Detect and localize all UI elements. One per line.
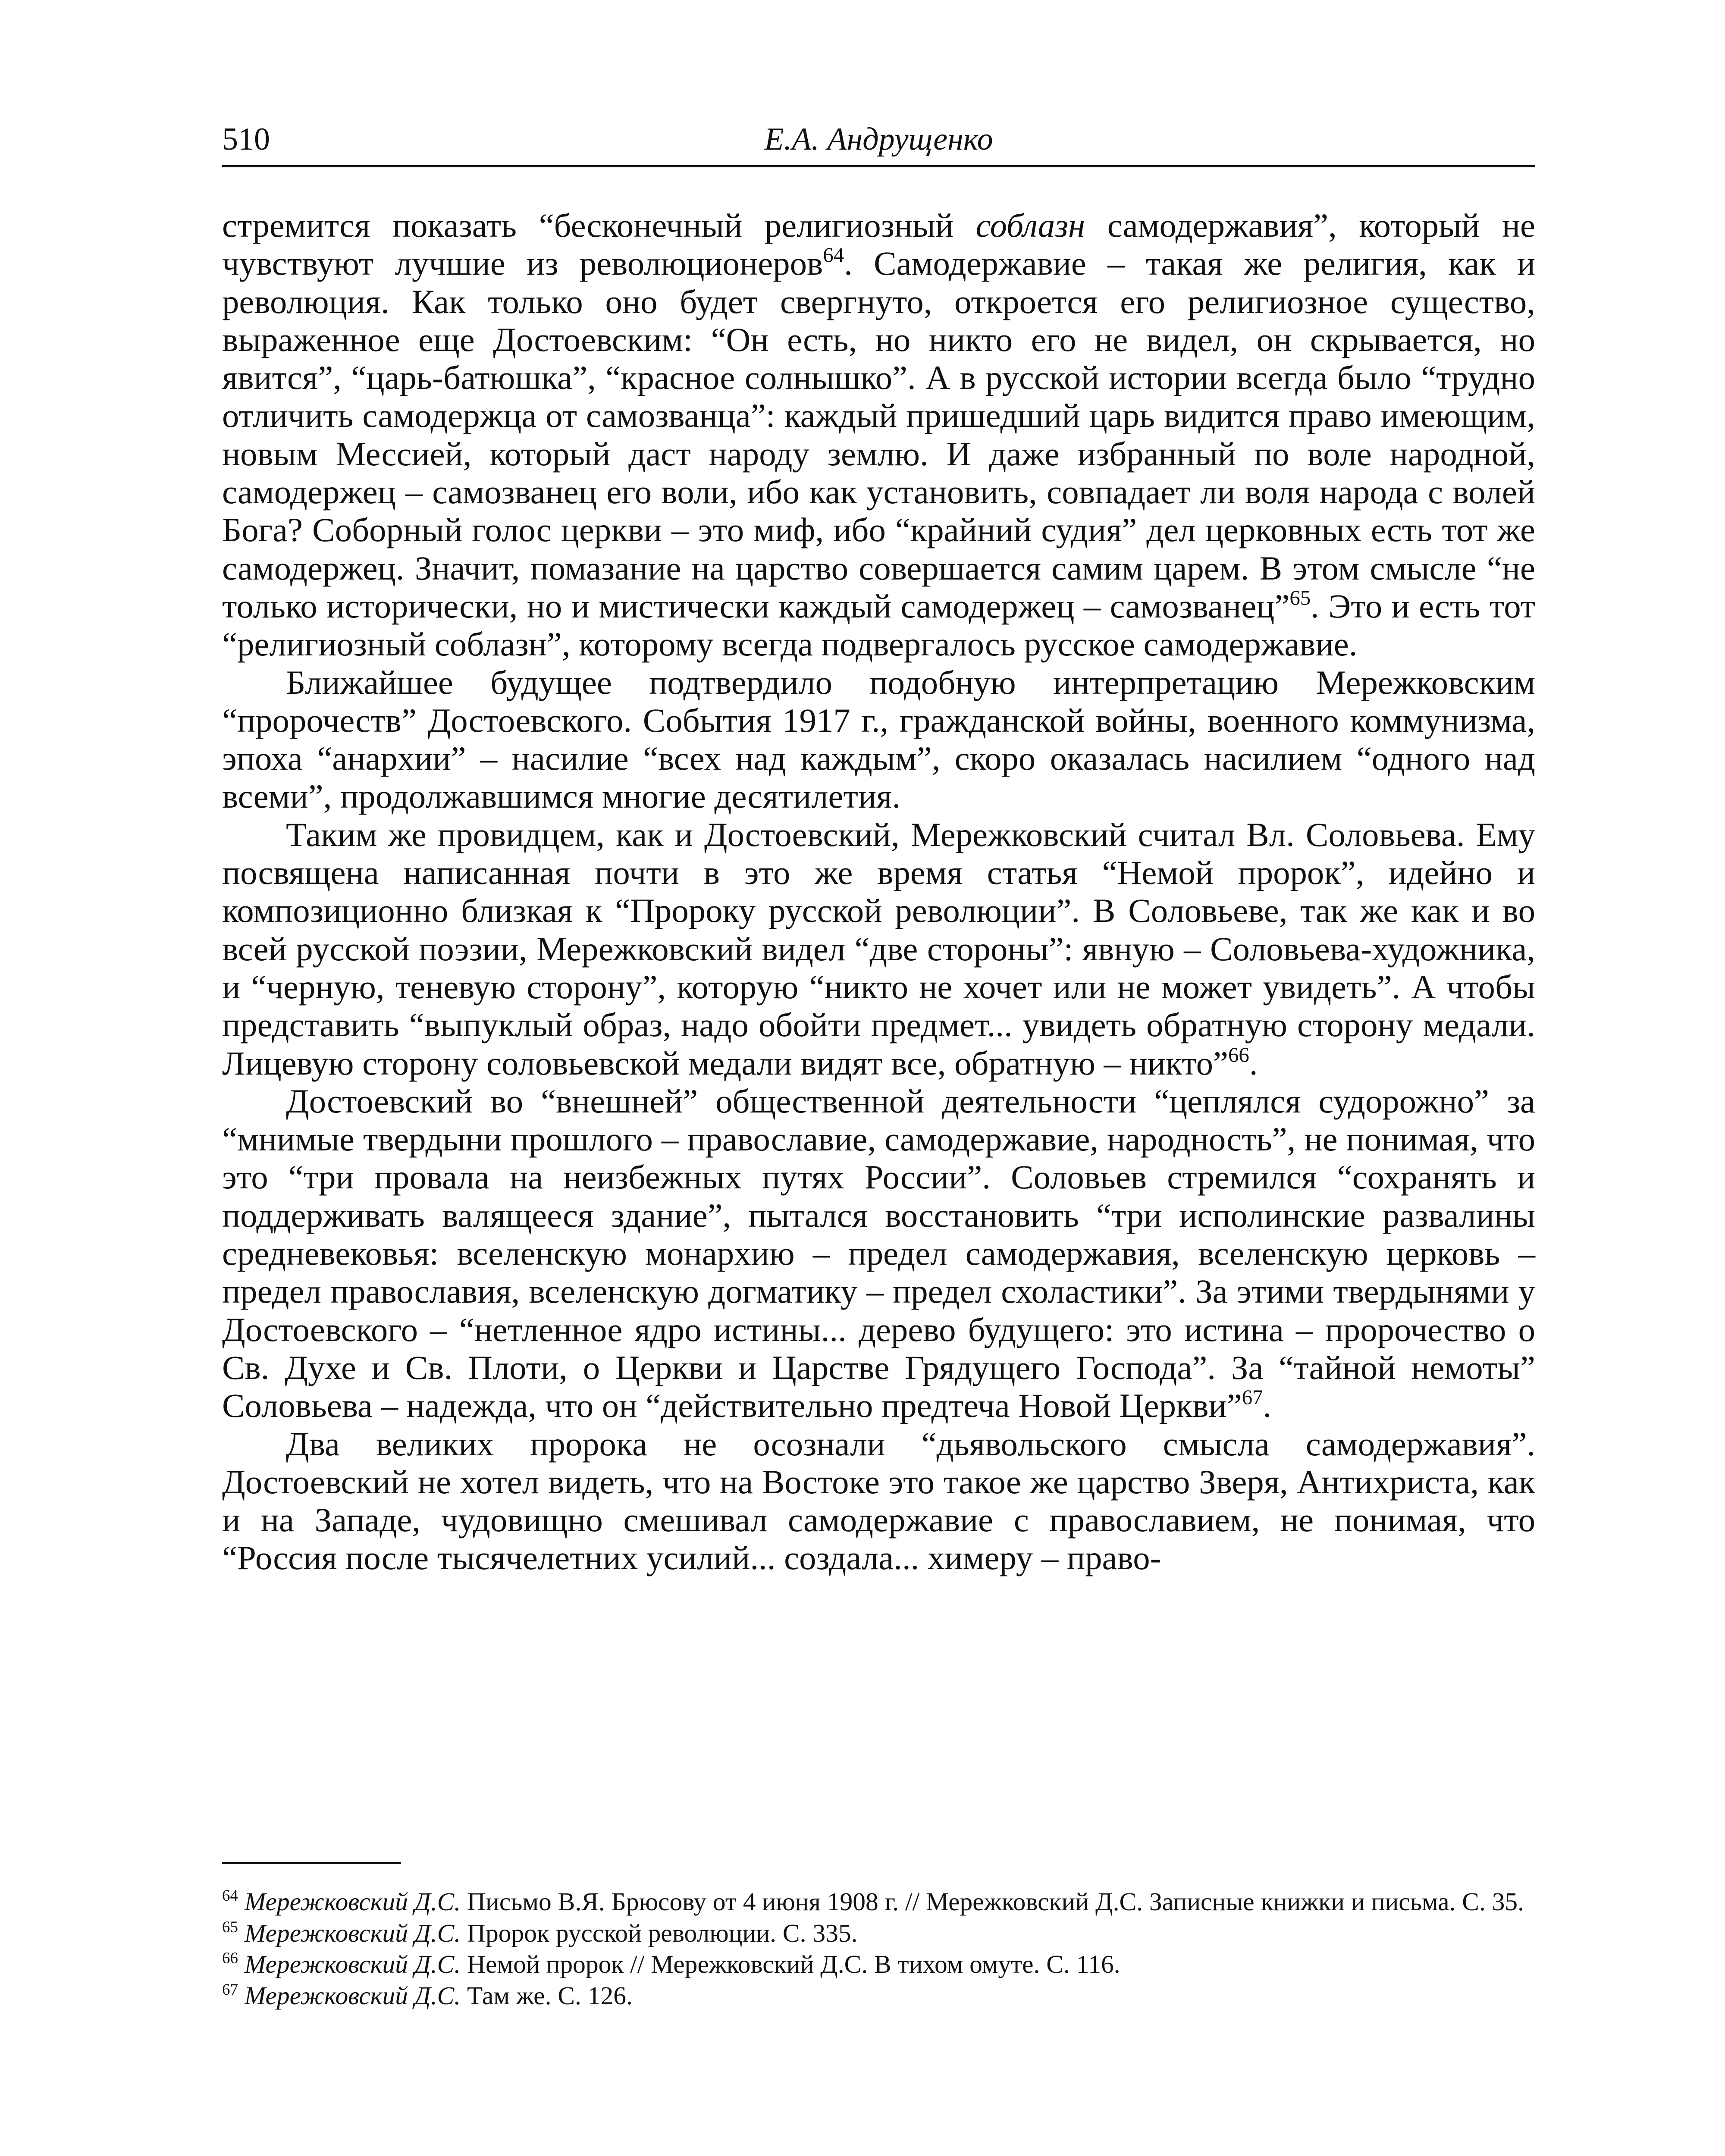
footnote-text: Там же. С. 126.	[461, 1981, 633, 2010]
page-number: 510	[222, 122, 270, 157]
paragraph	[222, 816, 1535, 1083]
running-head: Е.А. Андрущенко	[764, 122, 993, 157]
emphasis: соблазн	[975, 207, 1085, 244]
footnote-ref: 66	[1228, 1043, 1249, 1067]
text-run: Достоевский во “внешней” общественной деятельности “цеплялся судорожно” за “мнимые твердыни прошлого – православие, самодержавие, народность”, не понимая, что это “три провала на неизбежных путях России”. Соловьев стремился “сохранять и поддерживать валящееся здание”, пытался восстановить “три исполинские развалины средневековья: вселенскую монархию – предел самодержавия, вселенскую церковь – предел православия, вселенскую догматику – предел схоластики”. За этими твердынями у Достоевского – “нетленное ядро истины... дерево будущего: это истина – пророчество о Св. Духе и Св. Плоти, о Церкви и Царстве Грядущего Господа”. За “тайной немоты” Соловьева – надежда, что он “действительно предтеча Новой Церкви”	[222, 1082, 1535, 1425]
main-text	[222, 207, 1535, 1578]
text-run: стремится показать “бесконечный религиозный	[222, 207, 976, 244]
footnote	[222, 1918, 1535, 1949]
footnotes	[222, 1886, 1535, 2011]
paragraph: Два великих пророка не осознали “дьявольского смысла самодержавия”. Достоевский не хотел видеть, что на Востоке это такое же царство Зверя, Антихриста, как и на Западе, чудовищно смешивал самодержавие с православием, не понимая, что “Россия после тысячелетних усилий... создала... химеру – право-	[222, 1425, 1535, 1577]
footnote-text: Немой пророк // Мережковский Д.С. В тихом омуте. С. 116.	[461, 1950, 1120, 1978]
footnote-divider	[222, 1862, 401, 1864]
text-run: Таким же провидцем, как и Достоевский, Мережковский считал Вл. Соловьева. Ему посвящена написанная почти в это же время статья “Немой пророк”, идейно и композиционно близкая к “Пророку русской революции”. В Соловьеве, так же как и во всей русской поэзии, Мережковский видел “две стороны”: явную – Соловьева-художника, и “черную, теневую сторону”, которую “никто не хочет или не может увидеть”. А чтобы представить “выпуклый образ, надо обойти предмет... увидеть обратную сторону медали. Лицевую сторону соловьевской медали видят все, обратную – никто”	[222, 816, 1535, 1082]
footnote-author: Мережковский Д.С.	[244, 1887, 461, 1916]
text-run: .	[1263, 1387, 1272, 1425]
footnote-text: Письмо В.Я. Брюсову от 4 июня 1908 г. // Мережковский Д.С. Записные книжки и письма. С. 35.	[461, 1887, 1524, 1916]
footnote-ref: 67	[1242, 1385, 1263, 1409]
footnote-author: Мережковский Д.С.	[244, 1981, 461, 2010]
footnote-number: 65	[222, 1918, 238, 1936]
footnote	[222, 1886, 1535, 1918]
text-run: . Это и есть тот “религиозный соблазн”, которому всегда подвергалось русское самодержавие.	[222, 587, 1536, 664]
footnote-text: Пророк русской революции. С. 335.	[461, 1918, 858, 1947]
text-run: самодержавия”, который не чувствуют лучшие из революционеров	[222, 207, 1535, 283]
page-header	[222, 116, 1535, 167]
footnote	[222, 1949, 1535, 1980]
paragraph: Ближайшее будущее подтвердило подобную интерпретацию Мережковским “пророчеств” Достоевского. События 1917 г., гражданской войны, военного коммунизма, эпоха “анархии” – насилие “всех над каждым”, скоро оказалась насилием “одного над всеми”, продолжавшимся многие десятилетия.	[222, 664, 1535, 816]
footnote-number: 66	[222, 1949, 238, 1967]
footnote-ref: 64	[823, 243, 844, 267]
footnote-author: Мережковский Д.С.	[244, 1950, 461, 1978]
footnote-ref: 65	[1289, 586, 1311, 610]
text-run: . Самодержавие – такая же религия, как и революция. Как только оно будет свергнуто, откроется его религиозное существо, выраженное еще Достоевским: “Он есть, но никто его не видел, он скрывается, но явится”, “царь-батюшка”, “красное солнышко”. А в русской истории всегда было “трудно отличить самодержца от самозванца”: каждый пришедший царь видится право имеющим, новым Мессией, который даст народу землю. И даже избранный по воле народной, самодержец – самозванец его воли, ибо как установить, совпадает ли воля народа с волей Бога? Соборный голос церкви – это миф, ибо “крайний судия” дел церковных есть тот же самодержец. Значит, помазание на царство совершается самим царем. В этом смысле “не только исторически, но и мистически каждый самодержец – самозванец”	[222, 245, 1535, 625]
footnote	[222, 1980, 1535, 2012]
paragraph	[222, 207, 1535, 664]
footnote-author: Мережковский Д.С.	[244, 1918, 461, 1947]
paragraph	[222, 1083, 1535, 1426]
footnote-number: 67	[222, 1980, 238, 1998]
text-run: .	[1249, 1044, 1258, 1082]
footnote-number: 64	[222, 1886, 238, 1904]
